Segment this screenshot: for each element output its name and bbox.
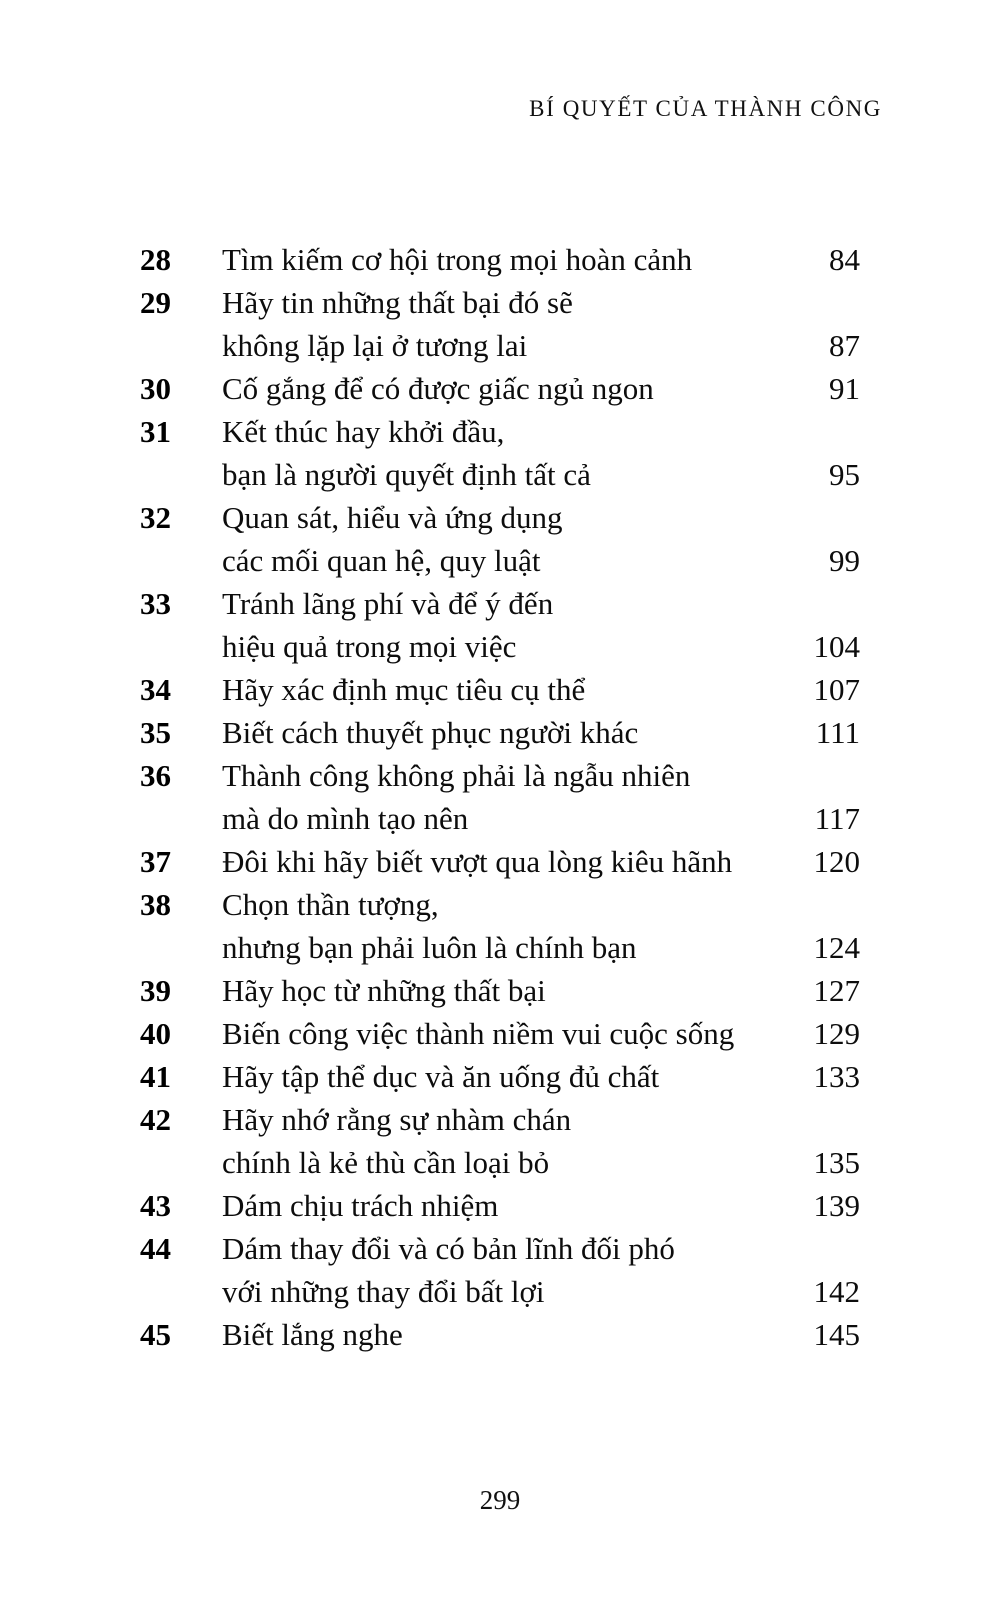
toc-entry-page: 99 <box>829 543 860 578</box>
toc-entry[interactable] <box>140 410 860 496</box>
toc-entry-page: 107 <box>813 672 860 707</box>
toc-entry-title: Thành công không phải là ngẫu nhiên <box>222 758 691 793</box>
toc-entry-title: Đôi khi hãy biết vượt qua lòng kiêu hãnh <box>222 844 733 879</box>
toc-entry-number: 41 <box>140 1059 171 1094</box>
toc-entry-title: Hãy tập thể dục và ăn uống đủ chất <box>222 1059 660 1094</box>
toc-entry-line <box>140 496 860 539</box>
toc-entry[interactable] <box>140 711 860 754</box>
toc-entry-title: Tìm kiếm cơ hội trong mọi hoàn cảnh <box>222 242 693 277</box>
toc-entry-line <box>140 711 860 754</box>
toc-entry-title: không lặp lại ở tương lai <box>222 328 528 363</box>
toc-entry[interactable] <box>140 883 860 969</box>
toc-entry-title: Biết lắng nghe <box>222 1317 403 1352</box>
toc-entry-title: Dám chịu trách nhiệm <box>222 1188 499 1223</box>
toc-entry-title: mà do mình tạo nên <box>222 801 469 836</box>
toc-entry-line <box>140 1313 860 1356</box>
toc-entry-number: 29 <box>140 285 171 320</box>
toc-entry-page: 127 <box>813 973 860 1008</box>
toc-entry-line <box>140 969 860 1012</box>
toc-entry-line <box>140 324 860 367</box>
toc-entry-page: 135 <box>813 1145 860 1180</box>
toc-entry-page: 95 <box>829 457 860 492</box>
toc-entry-line <box>140 453 860 496</box>
toc-entry-title: Dám thay đổi và có bản lĩnh đối phó <box>222 1231 675 1266</box>
toc-entry-page: 133 <box>813 1059 860 1094</box>
toc-entry-page: 124 <box>813 930 860 965</box>
toc-entry-number: 34 <box>140 672 171 707</box>
toc-entry-line <box>140 1270 860 1313</box>
toc-entry-number: 30 <box>140 371 171 406</box>
toc-entry-line <box>140 410 860 453</box>
toc-entry[interactable] <box>140 754 860 840</box>
toc-entry-title: nhưng bạn phải luôn là chính bạn <box>222 930 637 965</box>
toc-entry-line <box>140 840 860 883</box>
toc-entry-title: Quan sát, hiểu và ứng dụng <box>222 500 563 535</box>
toc-entry-page: 111 <box>815 715 860 750</box>
toc-entry[interactable] <box>140 1012 860 1055</box>
toc-entry-line <box>140 1141 860 1184</box>
toc-entry-page: 120 <box>813 844 860 879</box>
toc-entry[interactable] <box>140 1313 860 1356</box>
toc-entry[interactable] <box>140 1098 860 1184</box>
toc-entry[interactable] <box>140 582 860 668</box>
toc-entry[interactable] <box>140 668 860 711</box>
toc-entry-title: hiệu quả trong mọi việc <box>222 629 517 664</box>
toc-entry-title: Kết thúc hay khởi đầu, <box>222 414 505 449</box>
table-of-contents <box>140 238 860 1356</box>
toc-entry-number: 43 <box>140 1188 171 1223</box>
toc-entry-title: Hãy tin những thất bại đó sẽ <box>222 285 573 320</box>
toc-entry-number: 44 <box>140 1231 171 1266</box>
toc-entry-number: 38 <box>140 887 171 922</box>
toc-entry-title: chính là kẻ thù cần loại bỏ <box>222 1145 550 1180</box>
toc-entry-page: 129 <box>813 1016 860 1051</box>
toc-entry-line <box>140 1184 860 1227</box>
toc-entry-number: 35 <box>140 715 171 750</box>
toc-entry-page: 139 <box>813 1188 860 1223</box>
toc-entry-title: với những thay đổi bất lợi <box>222 1274 545 1309</box>
toc-entry-title: Chọn thần tượng, <box>222 887 439 922</box>
toc-entry-title: Hãy học từ những thất bại <box>222 973 546 1008</box>
toc-entry-title: bạn là người quyết định tất cả <box>222 457 591 492</box>
toc-entry-page: 87 <box>829 328 860 363</box>
toc-entry-number: 36 <box>140 758 171 793</box>
toc-entry-line <box>140 668 860 711</box>
toc-entry[interactable] <box>140 1055 860 1098</box>
toc-entry-number: 31 <box>140 414 171 449</box>
toc-entry-number: 32 <box>140 500 171 535</box>
toc-entry-line <box>140 367 860 410</box>
running-head: BÍ QUYẾT CỦA THÀNH CÔNG <box>529 96 882 121</box>
toc-entry-number: 37 <box>140 844 171 879</box>
toc-entry-line <box>140 582 860 625</box>
toc-entry-page: 142 <box>813 1274 860 1309</box>
toc-entry-line <box>140 539 860 582</box>
toc-entry-number: 45 <box>140 1317 171 1352</box>
toc-entry-line <box>140 883 860 926</box>
toc-entry-line <box>140 625 860 668</box>
toc-entry[interactable] <box>140 496 860 582</box>
toc-entry[interactable] <box>140 281 860 367</box>
toc-entry-title: Hãy xác định mục tiêu cụ thể <box>222 672 586 707</box>
toc-entry-title: Biến công việc thành niềm vui cuộc sống <box>222 1016 735 1051</box>
toc-entry[interactable] <box>140 367 860 410</box>
toc-entry-page: 117 <box>814 801 860 836</box>
toc-entry-page: 84 <box>829 242 860 277</box>
toc-entry-line <box>140 926 860 969</box>
toc-entry-page: 145 <box>813 1317 860 1352</box>
toc-entry-line <box>140 797 860 840</box>
toc-entry-line <box>140 754 860 797</box>
toc-entry-number: 39 <box>140 973 171 1008</box>
toc-entry-line <box>140 281 860 324</box>
toc-entry-title: các mối quan hệ, quy luật <box>222 543 541 578</box>
toc-entry-line <box>140 1227 860 1270</box>
toc-entry[interactable] <box>140 1184 860 1227</box>
toc-entry-title: Cố gắng để có được giấc ngủ ngon <box>222 371 654 406</box>
toc-entry-page: 91 <box>829 371 860 406</box>
toc-entry[interactable] <box>140 969 860 1012</box>
toc-entry[interactable] <box>140 1227 860 1313</box>
toc-entry-number: 40 <box>140 1016 171 1051</box>
toc-entry-number: 28 <box>140 242 171 277</box>
toc-entry[interactable] <box>140 238 860 281</box>
toc-entry-line <box>140 1098 860 1141</box>
toc-entry-title: Biết cách thuyết phục người khác <box>222 715 639 750</box>
toc-entry-title: Hãy nhớ rằng sự nhàm chán <box>222 1102 572 1137</box>
toc-entry-number: 42 <box>140 1102 171 1137</box>
toc-entry-line <box>140 1012 860 1055</box>
toc-entry[interactable] <box>140 840 860 883</box>
toc-entry-number: 33 <box>140 586 171 621</box>
toc-entry-page: 104 <box>813 629 860 664</box>
page-number-folio: 299 <box>479 1485 521 1515</box>
toc-entry-title: Tránh lãng phí và để ý đến <box>222 586 554 621</box>
toc-entry-line <box>140 238 860 281</box>
toc-entry-line <box>140 1055 860 1098</box>
